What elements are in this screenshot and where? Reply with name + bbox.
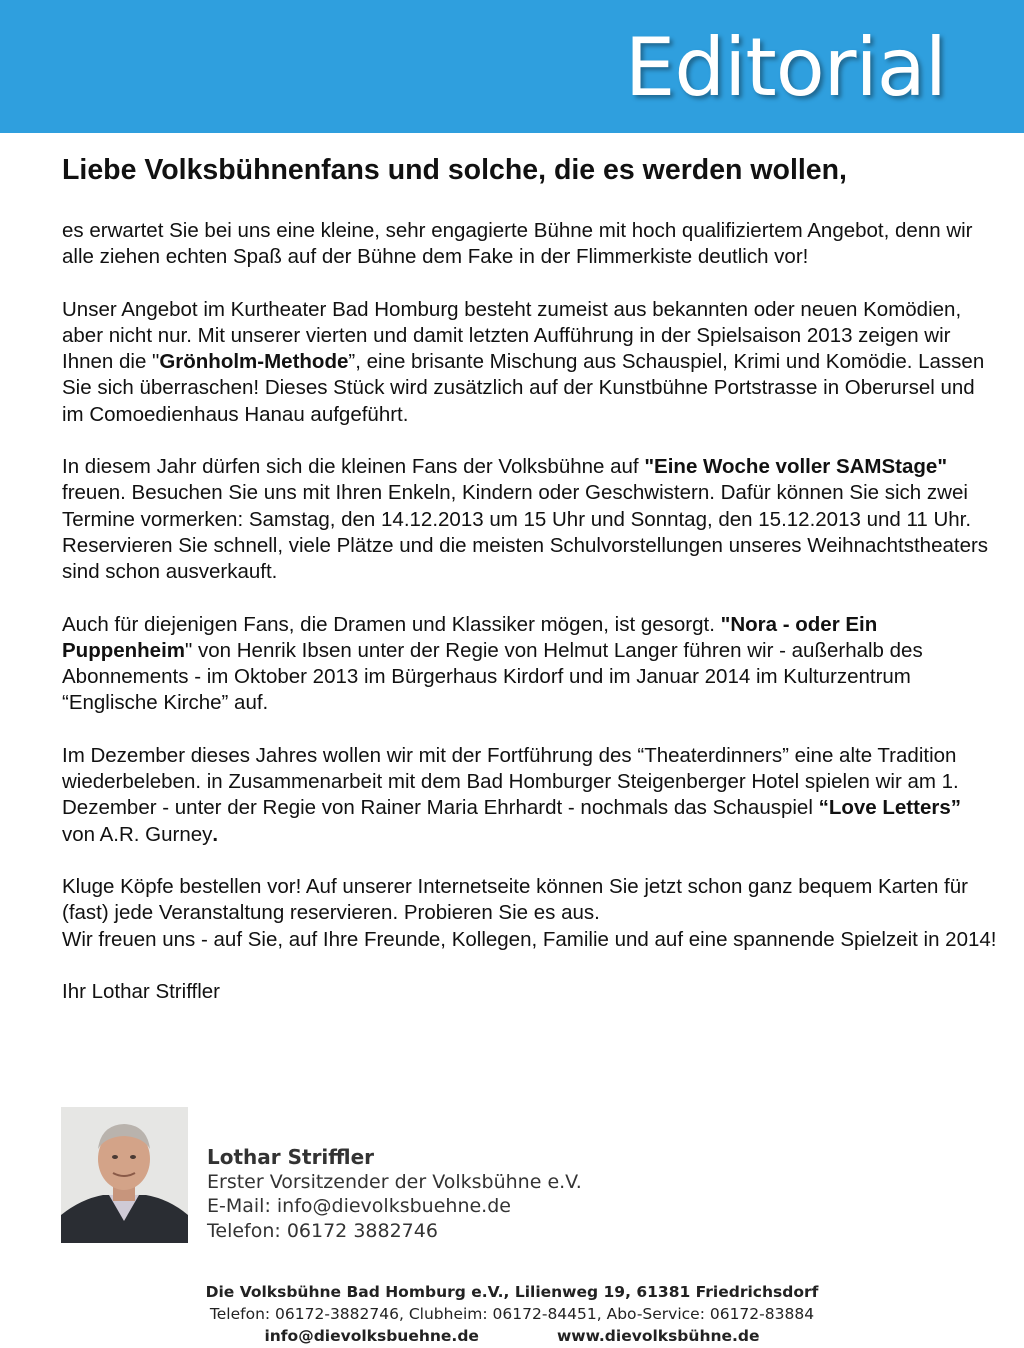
paragraph-reservation [62,874,997,953]
text-span: Unser Angebot im Kurtheater Bad Homburg besteht zumeist aus bekannten oder neuen Komödien, aber nicht nur. Mit unserer vierten und damit letzten Aufführung in der Spielsaison 2013 zeigen wir Ihnen die " [62,297,962,374]
paragraph-theaterdinner [62,743,997,848]
paragraph-intro: es erwartet Sie bei uns eine kleine, sehr engagierte Bühne mit hoch qualifiziertem Angebot, denn wir alle ziehen echten Spaß auf der Bühne dem Fake in der Flimmerkiste deutlich vor! [62,219,973,269]
signature-name: Lothar Striffler [207,1145,375,1169]
editorial-body [62,218,997,1031]
play-title-love-letters: “Love Letters” [818,796,961,820]
signature-phone: Telefon: 06172 3882746 [207,1219,438,1242]
text-span: Kluge Köpfe bestellen vor! Auf unserer Internetseite können Sie jetzt schon ganz bequem Karten für (fast) jede Veranstaltung reservieren. Probieren Sie es aus. [62,874,968,925]
person-portrait-icon [61,1107,188,1243]
footer-phones: Telefon: 06172-3882746, Clubheim: 06172-84451, Abo-Service: 06172-83884 [209,1305,815,1323]
paragraph-samstage [62,454,997,585]
signature-block [207,1145,582,1243]
text-span: Im Dezember dieses Jahres wollen wir mit der Fortführung des “Theaterdinners” eine alte Tradition wiederbeleben. in Zusammenarbeit mit dem Bad Homburger Steigenberger Hotel spielen wir am 1. Dezember - unter der Regie von Rainer Maria Ehrhardt - nochmals das Schauspiel [62,743,959,820]
paragraph-kurtheater [62,297,997,428]
editorial-banner [0,0,1024,133]
text-span: ”, eine brisante Mischung aus Schauspiel, Krimi und Komödie. Lassen Sie sich überraschen! Dieses Stück wird zusätzlich auf der Kunstbühne Portstrasse in Oberursel und im Comoedienhaus Hanau aufgeführt. [62,350,985,426]
page-title: Editorial [624,21,946,114]
footer-email-link[interactable]: info@dievolksbuehne.de [264,1327,479,1345]
text-span: . [212,822,219,846]
signoff: Ihr Lothar Striffler [62,979,220,1003]
play-title-groenholm: Grönholm-Methode [159,350,349,374]
footer-address: Die Volksbühne Bad Homburg e.V., Lilienweg 19, 61381 Friedrichsdorf [205,1283,819,1301]
text-span: Auch für diejenigen Fans, die Dramen und Klassiker mögen, ist gesorgt. [62,612,721,636]
footer [0,1281,1024,1347]
footer-links [0,1325,1024,1347]
portrait-photo [61,1107,188,1243]
text-span: freuen. Besuchen Sie uns mit Ihren Enkeln, Kindern oder Geschwistern. Dafür können Sie sich zwei Termine vormerken: Samstag, den 14.12.2013 um 15 Uhr und Sonntag, den 15.12.2013 und 11 Uhr. Reservieren Sie schnell, viele Plätze und die meisten Schulvorstellungen unseres Weihnachtstheaters sind schon ausverkauft. [62,481,989,584]
text-span: von A.R. Gurney [62,822,213,846]
text-span: Wir freuen uns - auf Sie, auf Ihre Freunde, Kollegen, Familie und auf eine spannende Spielzeit in 2014! [62,927,997,951]
footer-web-link[interactable]: www.dievolksbühne.de [556,1327,760,1345]
play-title-samstage: "Eine Woche voller SAMStage" [644,455,948,479]
paragraph-nora [62,612,997,717]
greeting-heading: Liebe Volksbühnenfans und solche, die es werden wollen, [62,154,847,186]
signature-email[interactable]: E-Mail: info@dievolksbuehne.de [207,1195,511,1217]
text-span: In diesem Jahr dürfen sich die kleinen Fans der Volksbühne auf [62,455,645,479]
signature-role: Erster Vorsitzender der Volksbühne e.V. [207,1170,582,1193]
play-title-nora: "Nora - oder Ein Puppenheim [62,612,878,662]
text-span: " von Henrik Ibsen unter der Regie von Helmut Langer führen wir - außerhalb des Abonnements - im Oktober 2013 im Bürgerhaus Kirdorf und im Januar 2014 im Kulturzentrum “Englische Kirche” auf. [62,638,923,715]
